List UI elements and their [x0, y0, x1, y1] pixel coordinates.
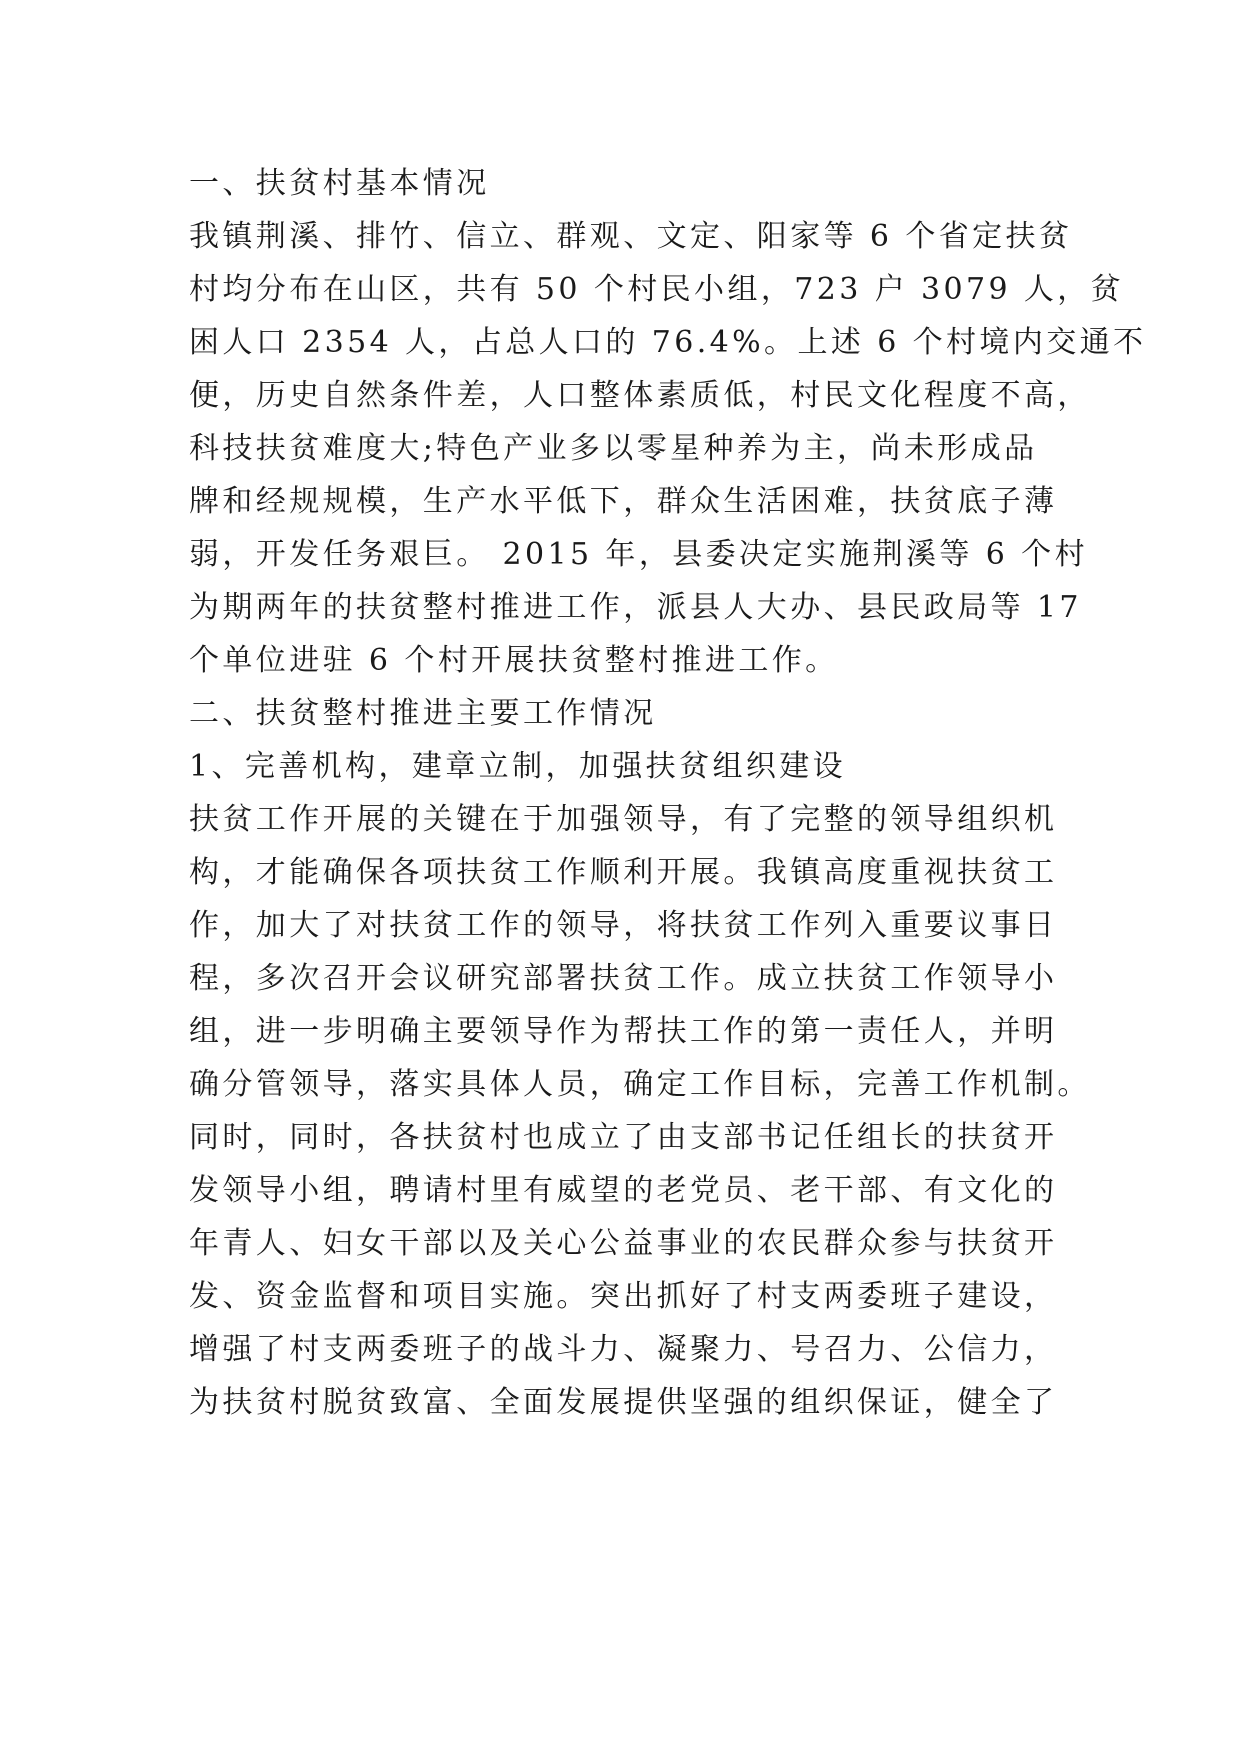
document-body [189, 157, 1147, 1429]
subsection-heading-1: 1、完善机构，建章立制，加强扶贫组织建设 [189, 749, 847, 784]
section-heading-2: 二、扶贫整村推进主要工作情况 [189, 696, 657, 731]
paragraph-line: 我镇荆溪、排竹、信立、群观、文定、阳家等 6 个省定扶贫 [189, 219, 1073, 254]
paragraph-line: 增强了村支两委班子的战斗力、凝聚力、号召力、公信力， [189, 1332, 1058, 1367]
paragraph-line: 年青人、妇女干部以及关心公益事业的农民群众参与扶贫开 [189, 1226, 1058, 1261]
section-heading-1: 一、扶贫村基本情况 [189, 166, 490, 201]
paragraph-line: 弱，开发任务艰巨。 2015 年，县委决定实施荆溪等 6 个村 [189, 537, 1088, 572]
paragraph-line: 发领导小组，聘请村里有威望的老党员、老干部、有文化的 [189, 1173, 1058, 1208]
paragraph-line: 组，进一步明确主要领导作为帮扶工作的第一责任人，并明 [189, 1014, 1058, 1049]
paragraph-line: 作，加大了对扶贫工作的领导，将扶贫工作列入重要议事日 [189, 908, 1058, 943]
paragraph-line: 同时，同时，各扶贫村也成立了由支部书记任组长的扶贫开 [189, 1120, 1058, 1155]
paragraph-line: 村均分布在山区，共有 50 个村民小组，723 户 3079 人，贫 [189, 272, 1125, 307]
paragraph-line: 牌和经规规模，生产水平低下，群众生活困难，扶贫底子薄 [189, 484, 1058, 519]
paragraph-line: 确分管领导，落实具体人员，确定工作目标，完善工作机制。 [189, 1067, 1091, 1102]
paragraph-line: 个单位进驻 6 个村开展扶贫整村推进工作。 [189, 643, 839, 678]
paragraph-line: 便，历史自然条件差，人口整体素质低，村民文化程度不高， [189, 378, 1091, 413]
paragraph-line: 构，才能确保各项扶贫工作顺利开展。我镇高度重视扶贫工 [189, 855, 1058, 890]
paragraph-line: 扶贫工作开展的关键在于加强领导，有了完整的领导组织机 [189, 802, 1058, 837]
paragraph-line: 困人口 2354 人，占总人口的 76.4%。上述 6 个村境内交通不 [189, 325, 1147, 360]
paragraph-line: 发、资金监督和项目实施。突出抓好了村支两委班子建设， [189, 1279, 1058, 1314]
paragraph-line: 为期两年的扶贫整村推进工作，派县人大办、县民政局等 17 [189, 590, 1082, 625]
paragraph-line: 程，多次召开会议研究部署扶贫工作。成立扶贫工作领导小 [189, 961, 1058, 996]
paragraph-line: 为扶贫村脱贫致富、全面发展提供坚强的组织保证，健全了 [189, 1385, 1058, 1420]
paragraph-line: 科技扶贫难度大;特色产业多以零星种养为主，尚未形成品 [189, 431, 1038, 466]
